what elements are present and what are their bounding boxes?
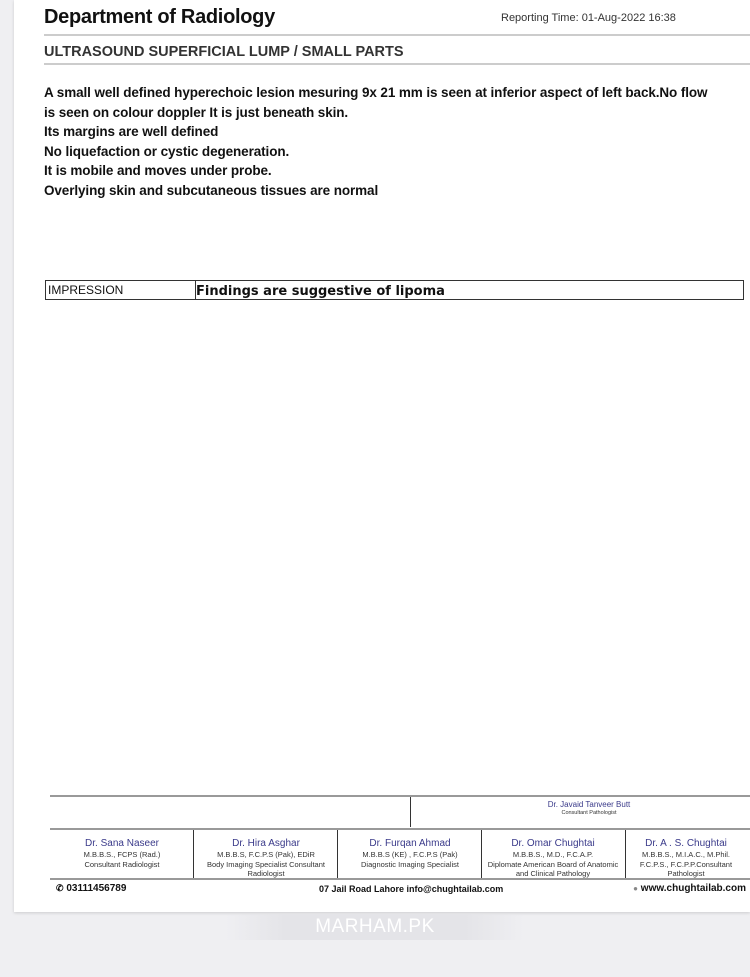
reporting-time: Reporting Time: 01-Aug-2022 16:38 xyxy=(501,12,676,24)
divider xyxy=(44,34,750,36)
finding-line: A small well defined hyperechoic lesion mesuring 9x 21 mm is seen at inferior aspect of left back.No flow xyxy=(44,85,708,100)
footer-divider xyxy=(50,878,750,880)
finding-line: No liquefaction or cystic degeneration. xyxy=(44,143,290,159)
website-link: www.chughtailab.com xyxy=(640,883,746,894)
footer-divider xyxy=(50,828,750,830)
findings xyxy=(44,83,748,201)
doctor-name: Dr. Omar Chughtai xyxy=(511,838,595,849)
finding-line: Overlying skin and subcutaneous tissues are normal xyxy=(44,182,379,198)
divider xyxy=(44,63,750,65)
doctor-quals: M.B.B.S., FCPS (Rad.) xyxy=(83,850,161,859)
watermark: MARHAM.PK xyxy=(226,914,524,940)
exam-title: ULTRASOUND SUPERFICIAL LUMP / SMALL PARTS xyxy=(44,44,404,60)
doctor-name: Dr. Sana Naseer xyxy=(85,838,159,849)
doctor-name: Dr. Furqan Ahmad xyxy=(369,838,451,849)
doctor-role: Consultant Radiologist xyxy=(84,859,160,869)
doctor-role: F.C.P.S., F.C.P.P.Consultant Pathologist xyxy=(639,859,733,878)
impression-row xyxy=(45,280,744,300)
doctor-card xyxy=(50,838,194,869)
phone-icon: ✆ xyxy=(56,883,64,893)
doctor-name: Dr. A . S. Chughtai xyxy=(645,838,727,849)
footer-address: 07 Jail Road Lahore info@chughtailab.com xyxy=(319,884,504,894)
doctor-card xyxy=(338,838,482,869)
footer-website xyxy=(633,883,746,894)
footer-divider xyxy=(50,795,750,797)
pathologist-signature xyxy=(454,800,724,818)
doctor-quals: M.B.B.S., M.D., F.C.A.P. xyxy=(512,850,594,859)
finding-line: is seen on colour doppler It is just beneath skin. xyxy=(44,104,349,120)
footer-phone xyxy=(56,883,126,894)
divider xyxy=(410,797,411,827)
globe-icon: ● xyxy=(633,884,639,893)
finding-line: It is mobile and moves under probe. xyxy=(44,163,272,179)
doctor-quals: M.B.B.S., M.I.A.C., M.Phil. xyxy=(642,850,730,859)
pathologist-name: Dr. Javaid Tanveer Butt xyxy=(547,800,631,809)
doctor-card xyxy=(626,838,746,879)
doctor-card xyxy=(194,838,338,879)
doctor-card xyxy=(481,838,625,879)
doctor-quals: M.B.B.S (KE) , F.C.P.S (Pak) xyxy=(362,850,458,859)
doctor-role: Diplomate American Board of Anatomic and Clinical Pathology xyxy=(487,859,619,878)
finding-line: Its margins are well defined xyxy=(44,124,219,140)
impression-label: IMPRESSION xyxy=(46,281,196,299)
report-page xyxy=(14,0,750,912)
doctor-role: Body Imaging Specialist Consultant Radiologist xyxy=(207,859,325,878)
impression-value: Findings are suggestive of lipoma xyxy=(196,284,445,299)
doctor-quals: M.B.B.S, F.C.P.S (Pak), EDiR xyxy=(217,850,315,859)
doctor-name: Dr. Hira Asghar xyxy=(232,838,300,849)
doctor-role: Diagnostic Imaging Specialist xyxy=(361,859,459,869)
department-title: Department of Radiology xyxy=(44,6,275,28)
pathologist-title: Consultant Pathologist xyxy=(561,810,617,816)
phone-number: 03111456789 xyxy=(66,883,127,894)
